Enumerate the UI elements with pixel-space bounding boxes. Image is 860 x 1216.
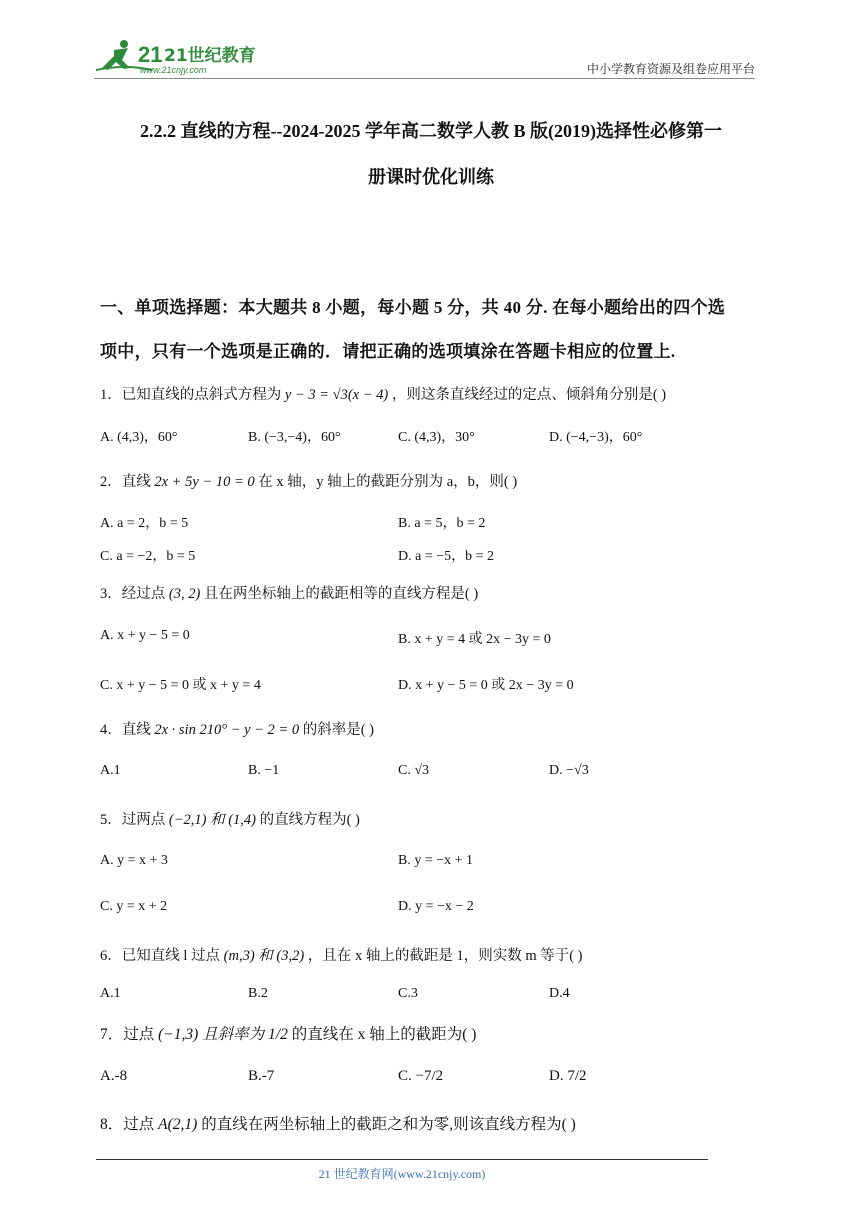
q5-option-b[interactable]: B. y = −x + 1 <box>398 853 474 868</box>
q1-option-c[interactable]: C. (4,3)，30° <box>398 430 475 445</box>
q7-option-a[interactable]: A.-8 <box>100 1068 128 1084</box>
q3-option-b[interactable]: B. x + y = 4 或 2x − 3y = 0 <box>398 632 551 647</box>
question-2: 2．直线 2x + 5y − 10 = 0 在 x 轴，y 轴上的截距分别为 a，b，则( ) <box>100 474 518 490</box>
section-heading: 一、单项选择题：本大题共 8 小题，每小题 5 分，共 40 分. 在每小题给出的四个选 项中，只有一个选项是正确的．请把正确的选项填涂在答题卡相应的位置上. <box>100 298 726 361</box>
q6-option-b[interactable]: B.2 <box>248 986 268 1001</box>
q6-option-c[interactable]: C.3 <box>398 986 418 1001</box>
footer-link[interactable]: 21 世纪教育网(www.21cnjy.com) <box>318 1167 486 1181</box>
q6-option-d[interactable]: D.4 <box>549 986 570 1001</box>
q5-option-c[interactable]: C. y = x + 2 <box>100 899 168 914</box>
svg-text:21: 21 <box>138 42 163 67</box>
q2-option-b[interactable]: B. a = 5，b = 2 <box>398 516 486 531</box>
q5-option-a[interactable]: A. y = x + 3 <box>100 853 168 868</box>
question-8: 8．过点 A(2,1) 的直线在两坐标轴上的截距之和为零,则该直线方程为( ) <box>100 1116 576 1133</box>
q4-option-d[interactable]: D. −√3 <box>549 763 589 778</box>
q1-option-d[interactable]: D. (−4,−3)，60° <box>549 430 643 445</box>
q5-option-d[interactable]: D. y = −x − 2 <box>398 899 474 914</box>
svg-text:21世纪教育: 21世纪教育 <box>164 46 256 66</box>
q2-option-d[interactable]: D. a = −5，b = 2 <box>398 549 495 564</box>
question-1: 1．已知直线的点斜式方程为 y − 3 = √3(x − 4) ，则这条直线经过的定点、倾斜角分别是( ) <box>100 387 667 403</box>
header-divider <box>94 78 755 79</box>
footer-divider <box>96 1159 708 1160</box>
question-7: 7．过点 (−1,3) 且斜率为 1/2 的直线在 x 轴上的截距为( ) <box>100 1026 477 1043</box>
q3-option-c[interactable]: C. x + y − 5 = 0 或 x + y = 4 <box>100 678 261 693</box>
q3-option-d[interactable]: D. x + y − 5 = 0 或 2x − 3y = 0 <box>398 678 574 693</box>
q7-option-b[interactable]: B.-7 <box>248 1068 275 1084</box>
platform-tagline: 中小学教育资源及组卷应用平台 <box>586 62 755 76</box>
q7-option-d[interactable]: D. 7/2 <box>549 1068 587 1084</box>
question-5: 5．过两点 (−2,1) 和 (1,4) 的直线方程为( ) <box>100 812 360 828</box>
q2-option-a[interactable]: A. a = 2，b = 5 <box>100 516 189 531</box>
q2-option-c[interactable]: C. a = −2，b = 5 <box>100 549 196 564</box>
q7-option-c[interactable]: C. −7/2 <box>398 1068 444 1084</box>
q4-option-b[interactable]: B. −1 <box>248 763 280 778</box>
question-6: 6．已知直线 l 过点 (m,3) 和 (3,2) ，且在 x 轴上的截距是 1，则实数 m 等于( ) <box>100 948 583 964</box>
question-3: 3．经过点 (3, 2) 且在两坐标轴上的截距相等的直线方程是( ) <box>100 586 479 602</box>
svg-text:www.21cnjy.com: www.21cnjy.com <box>140 65 207 75</box>
q6-option-a[interactable]: A.1 <box>100 986 121 1001</box>
q3-option-a[interactable]: A. x + y − 5 = 0 <box>100 628 190 643</box>
q4-option-a[interactable]: A.1 <box>100 763 121 778</box>
site-logo <box>94 36 264 78</box>
q1-option-b[interactable]: B. (−3,−4)，60° <box>248 430 341 445</box>
document-title: 2.2.2 直线的方程--2024-2025 学年高二数学人教 B 版(2019)选择性必修第一 册课时优化训练 <box>140 121 722 187</box>
question-4: 4．直线 2x · sin 210° − y − 2 = 0 的斜率是( ) <box>100 722 374 738</box>
q1-option-a[interactable]: A. (4,3)，60° <box>100 430 178 445</box>
q4-option-c[interactable]: C. √3 <box>398 763 430 778</box>
